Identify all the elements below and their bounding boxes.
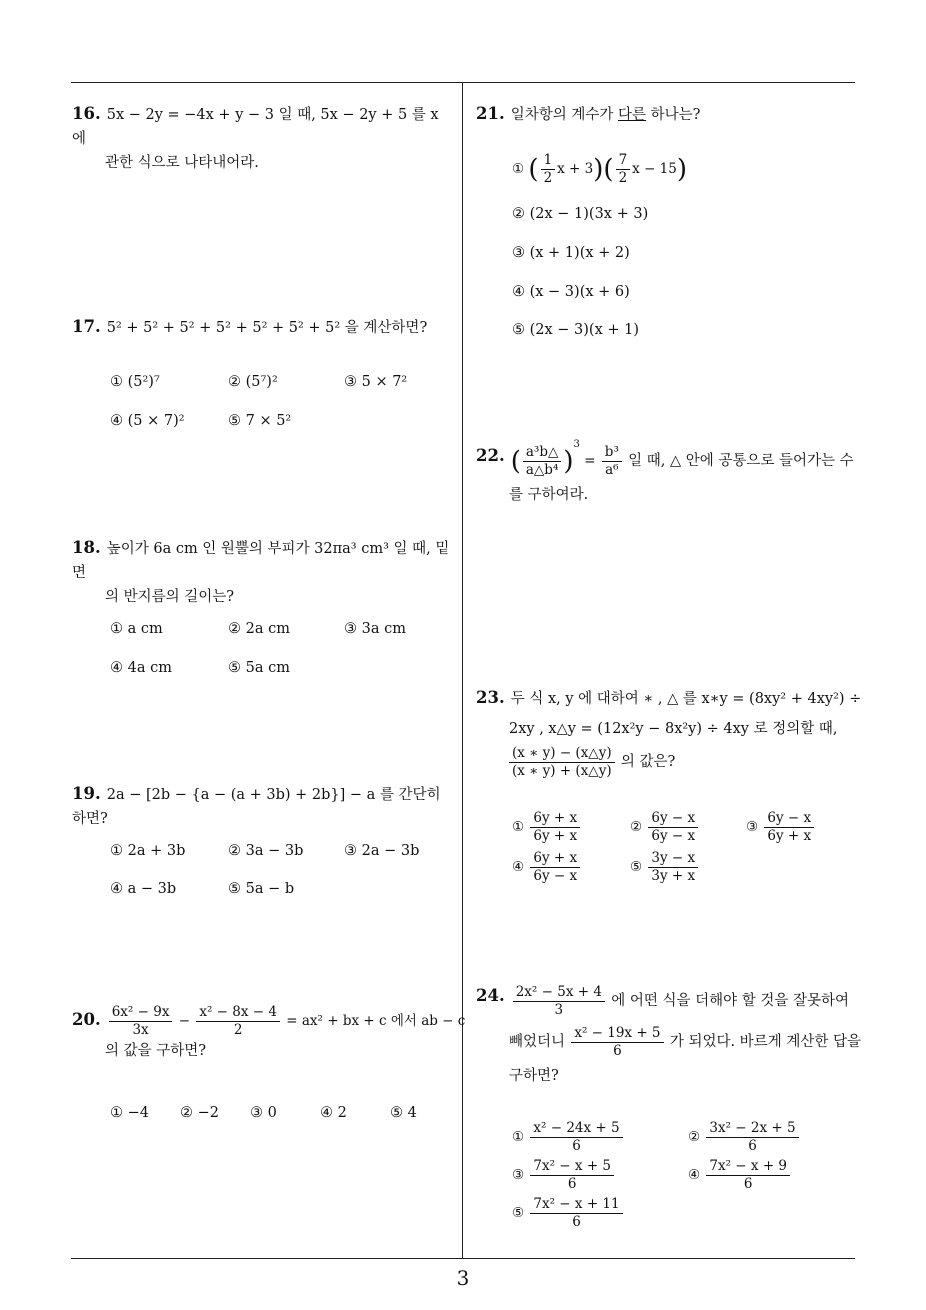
q17-option-5[interactable]: ⑤ 7 × 5² <box>228 413 292 429</box>
question-19 <box>72 782 457 831</box>
option-mark: ① <box>512 819 525 835</box>
option-mark: ① <box>512 161 525 177</box>
fraction-denominator: 6 <box>572 1138 581 1154</box>
q17-option-2[interactable]: ② (5⁷)² <box>228 374 278 390</box>
fraction-numerator: 6y − x <box>648 810 698 828</box>
fraction <box>706 1158 790 1193</box>
column-divider <box>462 82 463 1259</box>
q20-option-5[interactable]: ⑤ 4 <box>390 1105 417 1121</box>
question-number: 24. <box>476 986 505 1005</box>
term: x + 3 <box>557 161 594 177</box>
fraction-numerator: x² − 24x + 5 <box>530 1120 622 1138</box>
question-text: 에 어떤 식을 더해야 할 것을 잘못하여 <box>611 993 849 1009</box>
fraction-numerator: 7 <box>616 152 631 170</box>
q19-option-1[interactable]: ① 2a + 3b <box>110 843 186 859</box>
minus-sign: − <box>178 1013 191 1029</box>
question-text-end: 의 값은? <box>620 754 676 770</box>
q18-option-1[interactable]: ① a cm <box>110 621 163 637</box>
fraction-denominator: 6 <box>567 1176 577 1192</box>
fraction-numerator: (x ∗ y) − (x△y) <box>509 745 615 763</box>
fraction-numerator: 1 <box>541 152 556 170</box>
fraction <box>648 850 698 885</box>
fraction <box>706 1120 798 1155</box>
q18-option-4[interactable]: ④ 4a cm <box>110 660 172 676</box>
q17-option-4[interactable]: ④ (5 × 7)² <box>110 413 185 429</box>
q24-option-5[interactable] <box>512 1196 625 1231</box>
fraction-denominator: 2 <box>233 1022 243 1038</box>
q17-option-1[interactable]: ① (5²)⁷ <box>110 374 160 390</box>
q20-option-2[interactable]: ② −2 <box>180 1105 219 1121</box>
fraction-numerator: 7x² − x + 5 <box>530 1158 614 1176</box>
question-18 <box>72 536 457 609</box>
fraction <box>571 1025 663 1060</box>
question-text-cont: 의 값을 구하면? <box>105 1043 207 1059</box>
q23-option-3[interactable] <box>746 810 816 845</box>
fraction-denominator: 6 <box>748 1138 757 1154</box>
fraction <box>530 1120 622 1155</box>
q17-option-3[interactable]: ③ 5 × 7² <box>344 374 408 390</box>
bottom-rule <box>71 1258 855 1259</box>
option-mark: ④ <box>688 1167 701 1183</box>
q23-option-2[interactable] <box>630 810 700 845</box>
fraction <box>530 1196 622 1231</box>
fraction-numerator: 3y − x <box>648 850 698 868</box>
fraction-numerator: 7x² − x + 9 <box>706 1158 790 1176</box>
fraction-denominator: 6y + x <box>533 828 578 844</box>
question-text-cont: 2xy , x△y = (12x²y − 8x²y) ÷ 4xy 로 정의할 때, <box>509 721 838 737</box>
question-number: 19. <box>72 784 101 803</box>
q19-option-5[interactable]: ⑤ 5a − b <box>228 881 295 897</box>
fraction-1 <box>109 1004 173 1039</box>
fraction <box>541 152 556 187</box>
option-mark: ② <box>688 1129 701 1145</box>
question-17 <box>72 315 457 340</box>
term: x − 15 <box>632 161 677 177</box>
question-number: 16. <box>72 104 101 123</box>
q23-option-1[interactable] <box>512 810 582 845</box>
q21-option-5[interactable]: ⑤ (2x − 3)(x + 1) <box>512 322 640 338</box>
question-text-end: 구하면? <box>509 1068 559 1084</box>
q23-option-4[interactable] <box>512 850 582 885</box>
exponent: 3 <box>573 439 580 450</box>
q18-option-3[interactable]: ③ 3a cm <box>344 621 406 637</box>
question-16 <box>72 102 457 175</box>
option-mark: ⑤ <box>512 1205 525 1221</box>
q18-option-2[interactable]: ② 2a cm <box>228 621 290 637</box>
expression-fraction <box>509 745 615 780</box>
question-text: 5x − 2y = −4x + y − 3 일 때, 5x − 2y + 5 를 x 에 <box>72 107 439 147</box>
fraction-numerator: 2x² − 5x + 4 <box>513 984 605 1002</box>
fraction-numerator: b³ <box>602 444 622 462</box>
fraction <box>530 1158 614 1193</box>
q19-option-4[interactable]: ④ a − 3b <box>110 881 177 897</box>
fraction-denominator: 2 <box>543 170 553 186</box>
fraction-denominator: 3 <box>554 1002 564 1018</box>
option-mark: ③ <box>512 1167 525 1183</box>
option-mark: ① <box>512 1129 525 1145</box>
q24-option-1[interactable] <box>512 1120 625 1155</box>
fraction-numerator: x² − 8x − 4 <box>196 1004 280 1022</box>
question-text-end: 하나는? <box>646 107 701 123</box>
fraction-rhs <box>602 444 622 479</box>
fraction <box>530 810 580 845</box>
fraction <box>648 810 698 845</box>
q20-option-4[interactable]: ④ 2 <box>320 1105 347 1121</box>
question-text: 일차항의 계수가 <box>510 107 618 123</box>
fraction-denominator: 3x <box>132 1022 149 1038</box>
question-text-cont2: 가 되었다. 바르게 계산한 답을 <box>669 1034 861 1050</box>
q24-option-4[interactable] <box>688 1158 792 1193</box>
fraction <box>764 810 814 845</box>
question-21 <box>476 102 861 127</box>
option-mark: ③ <box>746 819 759 835</box>
question-number: 21. <box>476 104 505 123</box>
question-24 <box>476 984 861 1088</box>
fraction-denominator: 6 <box>613 1043 622 1059</box>
fraction-numerator: 6x² − 9x <box>109 1004 173 1022</box>
fraction-denominator: a△b⁴ <box>525 462 559 478</box>
option-mark: ④ <box>512 859 525 875</box>
q20-option-1[interactable]: ① −4 <box>110 1105 149 1121</box>
fraction-denominator: 6 <box>743 1176 753 1192</box>
question-text: 높이가 6a cm 인 원뿔의 부피가 32πa³ cm³ 일 때, 밑면 <box>72 541 450 581</box>
underlined-word: 다른 <box>618 107 647 123</box>
fraction-numerator: 6y + x <box>530 810 580 828</box>
page-number: 3 <box>456 1266 470 1290</box>
question-number: 23. <box>476 688 505 707</box>
fraction-2 <box>196 1004 280 1039</box>
question-23 <box>476 686 861 780</box>
question-text: 일 때, △ 안에 공통으로 들어가는 수 <box>628 453 854 469</box>
question-number: 20. <box>72 1010 101 1029</box>
top-rule <box>71 82 855 83</box>
q24-option-2[interactable] <box>688 1120 801 1155</box>
q19-option-2[interactable]: ② 3a − 3b <box>228 843 304 859</box>
fraction-numerator: 6y + x <box>530 850 580 868</box>
question-text-cont: 의 반지름의 길이는? <box>105 589 235 605</box>
question-text-cont: 빼었더니 <box>509 1034 566 1050</box>
question-text: 5² + 5² + 5² + 5² + 5² + 5² + 5² 을 계산하면? <box>106 320 428 336</box>
q18-option-5[interactable]: ⑤ 5a cm <box>228 660 290 676</box>
option-mark: ② <box>630 819 643 835</box>
fraction <box>616 152 631 187</box>
question-text: 2a − [2b − {a − (a + 3b) + 2b}] − a 를 간단히 하면? <box>72 787 441 827</box>
fraction-numerator: x² − 19x + 5 <box>571 1025 663 1043</box>
fraction-numerator: 3x² − 2x + 5 <box>706 1120 798 1138</box>
question-number: 18. <box>72 538 101 557</box>
question-number: 22. <box>476 446 505 465</box>
question-20 <box>72 1004 466 1063</box>
fraction-denominator: 6y − x <box>533 868 578 884</box>
option-mark: ⑤ <box>630 859 643 875</box>
fraction-denominator: 6 <box>572 1214 581 1230</box>
question-text: = ax² + bx + c 에서 ab − c <box>286 1013 466 1029</box>
q24-option-3[interactable] <box>512 1158 616 1193</box>
q23-option-5[interactable] <box>630 850 700 885</box>
q21-option-4[interactable]: ④ (x − 3)(x + 6) <box>512 284 630 300</box>
q19-option-3[interactable]: ③ 2a − 3b <box>344 843 420 859</box>
fraction-denominator: 6y + x <box>767 828 812 844</box>
fraction <box>530 850 580 885</box>
equals-sign: = <box>584 453 596 469</box>
question-22: 22. ( $\frac{\text{a³b△}}{\text{a△b⁴}}$ )$^3$ = $\frac{\text{b³}}{\text{a⁶}}$ 일 때, △ 안에 공통으로 들어가는 수 를 구하여라. <box>476 444 861 507</box>
question-number: 17. <box>72 317 101 336</box>
q20-option-3[interactable]: ③ 0 <box>250 1105 277 1121</box>
fraction-denominator: (x ∗ y) + (x△y) <box>512 763 612 779</box>
fraction-denominator: a⁶ <box>605 462 619 478</box>
fraction <box>513 984 605 1019</box>
question-text-cont: 를 구하여라. <box>509 487 589 503</box>
fraction-numerator: a³b△ <box>523 444 561 462</box>
fraction-numerator: 6y − x <box>764 810 814 828</box>
q21-option-1[interactable]: ① ( $\frac{1}{2}$ x + 3)( $\frac{7}{2}$ x − 15) <box>512 152 688 186</box>
question-text-cont: 관한 식으로 나타내어라. <box>105 155 259 171</box>
question-text: 두 식 x, y 에 대하여 ∗ , △ 를 x∗y = (8xy² + 4xy²) ÷ <box>510 691 862 707</box>
q21-option-3[interactable]: ③ (x + 1)(x + 2) <box>512 245 630 261</box>
fraction-numerator: 7x² − x + 11 <box>530 1196 622 1214</box>
fraction-lhs <box>523 444 561 479</box>
fraction-denominator: 3y + x <box>651 868 696 884</box>
q21-option-2[interactable]: ② (2x − 1)(3x + 3) <box>512 206 649 222</box>
fraction-denominator: 2 <box>618 170 628 186</box>
fraction-denominator: 6y − x <box>651 828 696 844</box>
